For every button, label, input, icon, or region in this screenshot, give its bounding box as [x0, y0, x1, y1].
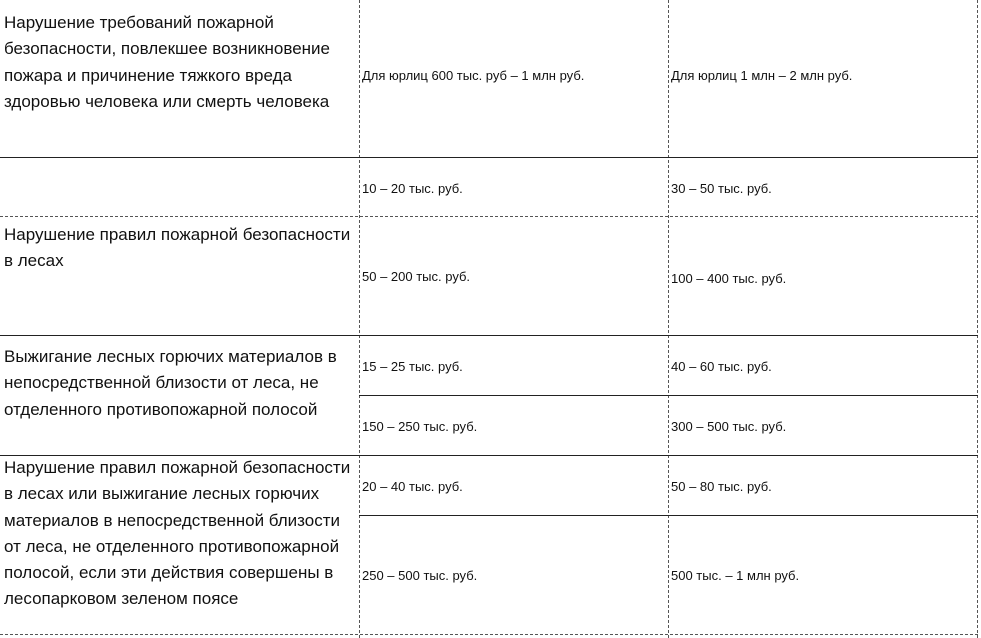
fine-value: Для юрлиц 600 тыс. руб – 1 млн руб.	[362, 68, 585, 83]
column-divider	[359, 0, 360, 638]
row-divider	[0, 157, 978, 158]
fine-value: 15 – 25 тыс. руб.	[362, 359, 463, 374]
violation-description: Нарушение правил пожарной безопасности в лесах или выжигание лесных горючих материалов в непосредственной близости от леса, не отделенного противопожарной полосой, если эти действия совершены в лесопарковом зеленом поясе	[4, 458, 351, 609]
fine-value: 50 – 200 тыс. руб.	[362, 269, 471, 284]
fine-value: 100 – 400 тыс. руб.	[671, 271, 787, 286]
fine-value: 20 – 40 тыс. руб.	[362, 479, 463, 494]
fine-value: 500 тыс. – 1 млн руб.	[671, 568, 800, 583]
fine-value: 150 – 250 тыс. руб.	[362, 419, 478, 434]
fine-value: 300 – 500 тыс. руб.	[671, 419, 787, 434]
column-divider	[668, 0, 669, 638]
row-divider	[359, 395, 978, 396]
fine-value: 50 – 80 тыс. руб.	[671, 479, 772, 494]
column-divider	[977, 0, 978, 638]
fine-value: 40 – 60 тыс. руб.	[671, 359, 772, 374]
fine-value: 250 – 500 тыс. руб.	[362, 568, 478, 583]
row-divider	[0, 216, 978, 217]
row-divider	[0, 634, 978, 635]
fine-value: 10 – 20 тыс. руб.	[362, 181, 463, 196]
violation-description: Выжигание лесных горючих материалов в непосредственной близости от леса, не отделенного противопожарной полосой	[4, 347, 337, 419]
row-divider	[0, 335, 978, 336]
violation-description: Нарушение требований пожарной безопасности, повлекшее возникновение пожара и причинение тяжкого вреда здоровью человека или смерть человека	[4, 13, 330, 111]
violation-description: Нарушение правил пожарной безопасности в лесах	[4, 225, 351, 271]
fine-value: Для юрлиц 1 млн – 2 млн руб.	[671, 68, 853, 83]
fine-value: 30 – 50 тыс. руб.	[671, 181, 772, 196]
row-divider	[359, 515, 978, 516]
